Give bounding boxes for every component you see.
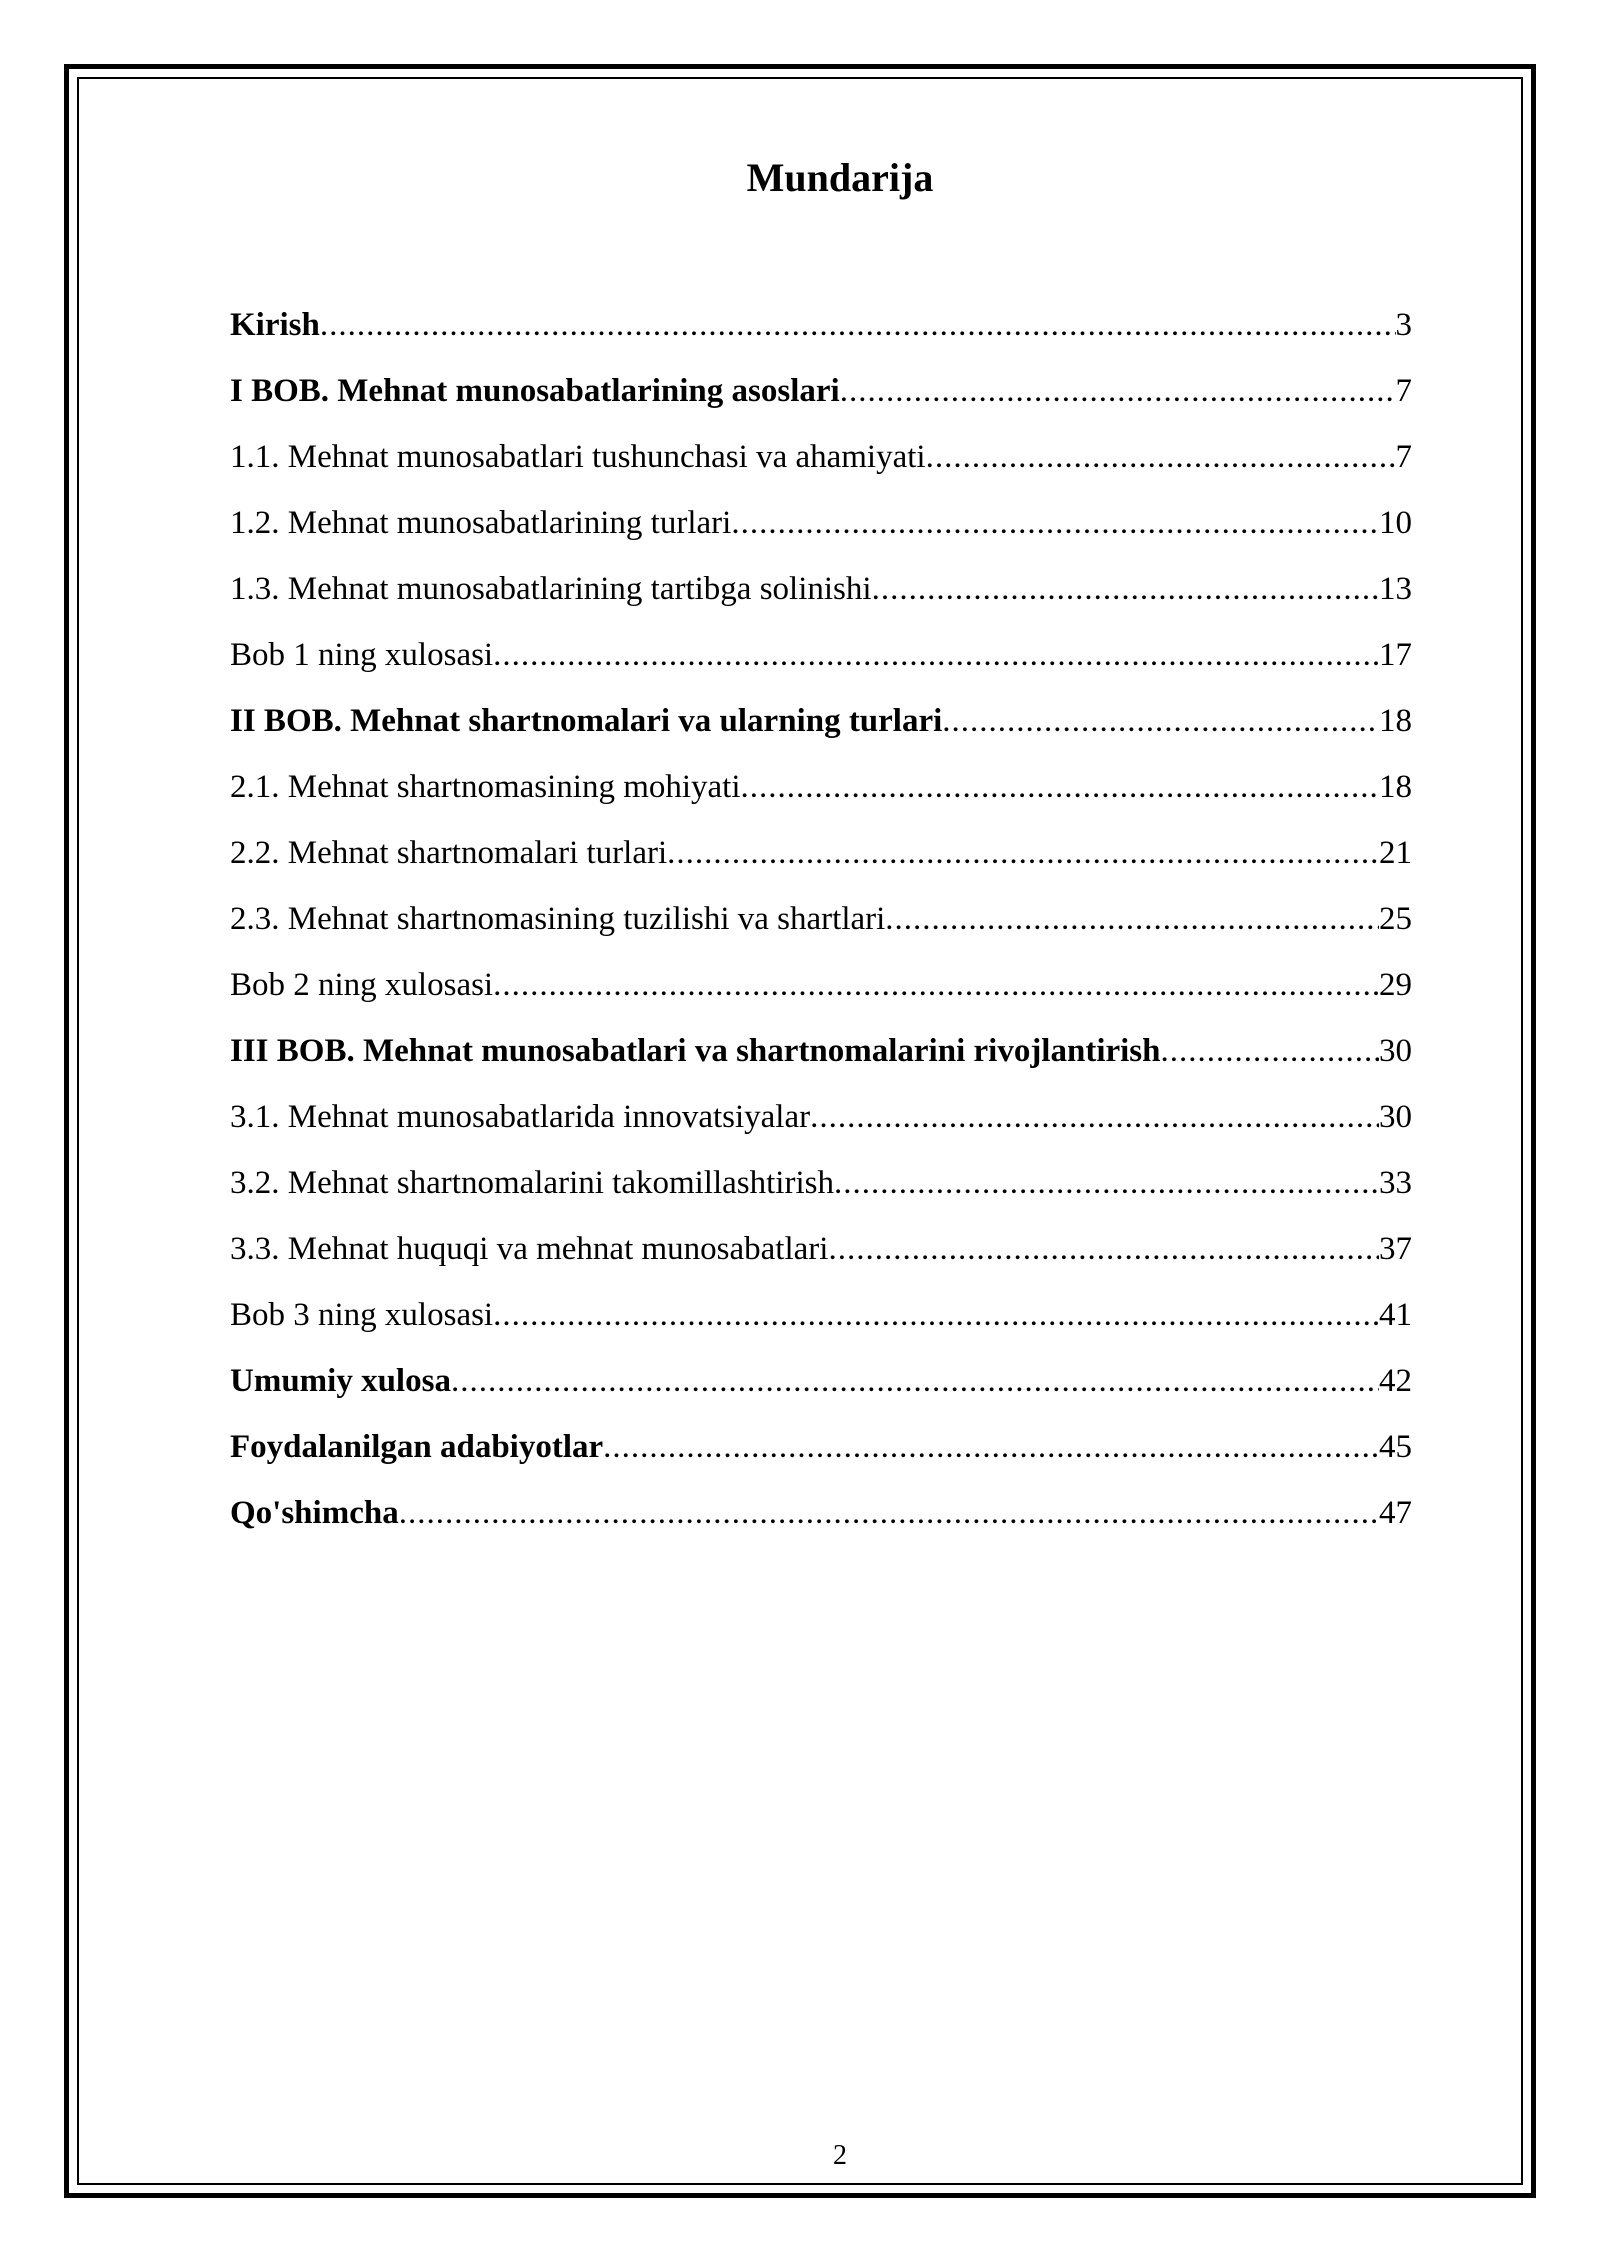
toc-entry-page: 45 bbox=[1379, 1429, 1412, 1465]
toc-entry-page: 42 bbox=[1379, 1363, 1412, 1399]
toc-entry[interactable] bbox=[230, 424, 1412, 490]
toc-entry-page: 33 bbox=[1379, 1165, 1412, 1201]
toc-entry-label: 2.2. Mehnat shartnomalari turlari bbox=[230, 835, 668, 871]
toc-dot-leader bbox=[493, 1282, 1379, 1348]
toc-dot-leader bbox=[493, 622, 1379, 688]
toc-entry-page: 10 bbox=[1379, 505, 1412, 541]
toc-dot-leader bbox=[840, 358, 1396, 424]
toc-dot-leader bbox=[828, 1216, 1379, 1282]
toc-entry-label: Qo'shimcha bbox=[230, 1495, 399, 1531]
toc-entry[interactable] bbox=[230, 1414, 1412, 1480]
toc-entry-label: 2.1. Mehnat shartnomasining mohiyati bbox=[230, 769, 741, 805]
toc-entry-label: 3.3. Mehnat huquqi va mehnat munosabatlari bbox=[230, 1231, 829, 1267]
toc-entry[interactable] bbox=[230, 1480, 1412, 1546]
toc-entry[interactable] bbox=[230, 490, 1412, 556]
toc-dot-leader bbox=[942, 688, 1379, 754]
toc-entry-page: 3 bbox=[1395, 307, 1412, 343]
toc-entry[interactable] bbox=[230, 1150, 1412, 1216]
toc-entry-label: 3.1. Mehnat munosabatlarida innovatsiyalar bbox=[230, 1099, 811, 1135]
toc-entry-label: Bob 2 ning xulosasi bbox=[230, 967, 494, 1003]
toc-entry-page: 37 bbox=[1379, 1231, 1412, 1267]
toc-dot-leader bbox=[741, 754, 1379, 820]
toc-entry-page: 18 bbox=[1379, 703, 1412, 739]
toc-entry[interactable] bbox=[230, 1282, 1412, 1348]
toc-entry[interactable] bbox=[230, 358, 1412, 424]
toc-entry-label: III BOB. Mehnat munosabatlari va shartnomalarini rivojlantirish bbox=[230, 1033, 1161, 1069]
toc-entry[interactable] bbox=[230, 556, 1412, 622]
toc-dot-leader bbox=[810, 1084, 1379, 1150]
toc-entry-page: 7 bbox=[1395, 439, 1412, 475]
toc-dot-leader bbox=[1161, 1018, 1380, 1084]
toc-dot-leader bbox=[834, 1150, 1379, 1216]
toc-entry-page: 21 bbox=[1379, 835, 1412, 871]
toc-entry-label: Umumiy xulosa bbox=[230, 1363, 451, 1399]
toc-dot-leader bbox=[603, 1414, 1379, 1480]
toc-entry-page: 25 bbox=[1379, 901, 1412, 937]
toc-entry-label: Kirish bbox=[230, 307, 320, 343]
toc-dot-leader bbox=[731, 490, 1379, 556]
toc-entry-label: 2.3. Mehnat shartnomasining tuzilishi va shartlari bbox=[230, 901, 886, 937]
toc-dot-leader bbox=[320, 292, 1396, 358]
toc-entry-page: 41 bbox=[1379, 1297, 1412, 1333]
toc-entry-page: 17 bbox=[1379, 637, 1412, 673]
toc-entry-page: 30 bbox=[1379, 1033, 1412, 1069]
toc-entry-page: 18 bbox=[1379, 769, 1412, 805]
toc-entry-page: 29 bbox=[1379, 967, 1412, 1003]
toc-entry-label: Bob 3 ning xulosasi bbox=[230, 1297, 494, 1333]
toc-dot-leader bbox=[926, 424, 1396, 490]
toc-entry[interactable] bbox=[230, 1018, 1412, 1084]
toc-entry[interactable] bbox=[230, 886, 1412, 952]
toc-entry-label: 3.2. Mehnat shartnomalarini takomillashtirish bbox=[230, 1165, 834, 1201]
toc-entry-label: 1.2. Mehnat munosabatlarining turlari bbox=[230, 505, 732, 541]
toc-entry-label: I BOB. Mehnat munosabatlarining asoslari bbox=[230, 373, 840, 409]
toc-entry[interactable] bbox=[230, 754, 1412, 820]
toc-entry-label: Foydalanilgan adabiyotlar bbox=[230, 1429, 604, 1465]
page-number: 2 bbox=[833, 2140, 847, 2171]
toc-entry-page: 7 bbox=[1395, 373, 1412, 409]
toc-entry-label: II BOB. Mehnat shartnomalari va ularning turlari bbox=[230, 703, 943, 739]
toc-dot-leader bbox=[493, 952, 1379, 1018]
toc-entry-label: 1.1. Mehnat munosabatlari tushunchasi va ahamiyati bbox=[230, 439, 926, 475]
toc-entry[interactable] bbox=[230, 292, 1412, 358]
toc-entry[interactable] bbox=[230, 622, 1412, 688]
toc-dot-leader bbox=[399, 1480, 1379, 1546]
toc-dot-leader bbox=[451, 1348, 1379, 1414]
toc-entry-page: 13 bbox=[1379, 571, 1412, 607]
toc-entry[interactable] bbox=[230, 1216, 1412, 1282]
toc-dot-leader bbox=[885, 886, 1379, 952]
toc-dot-leader bbox=[872, 556, 1379, 622]
toc-entry[interactable] bbox=[230, 952, 1412, 1018]
toc-entry[interactable] bbox=[230, 1084, 1412, 1150]
toc-entry-label: 1.3. Mehnat munosabatlarining tartibga solinishi bbox=[230, 571, 872, 607]
toc-entry[interactable] bbox=[230, 820, 1412, 886]
toc-dot-leader bbox=[667, 820, 1379, 886]
toc-entry-page: 30 bbox=[1379, 1099, 1412, 1135]
toc-entry-page: 47 bbox=[1379, 1495, 1412, 1531]
table-of-contents bbox=[230, 292, 1412, 1546]
toc-entry[interactable] bbox=[230, 1348, 1412, 1414]
toc-entry[interactable] bbox=[230, 688, 1412, 754]
page-title: Mundarija bbox=[746, 155, 934, 200]
toc-entry-label: Bob 1 ning xulosasi bbox=[230, 637, 494, 673]
